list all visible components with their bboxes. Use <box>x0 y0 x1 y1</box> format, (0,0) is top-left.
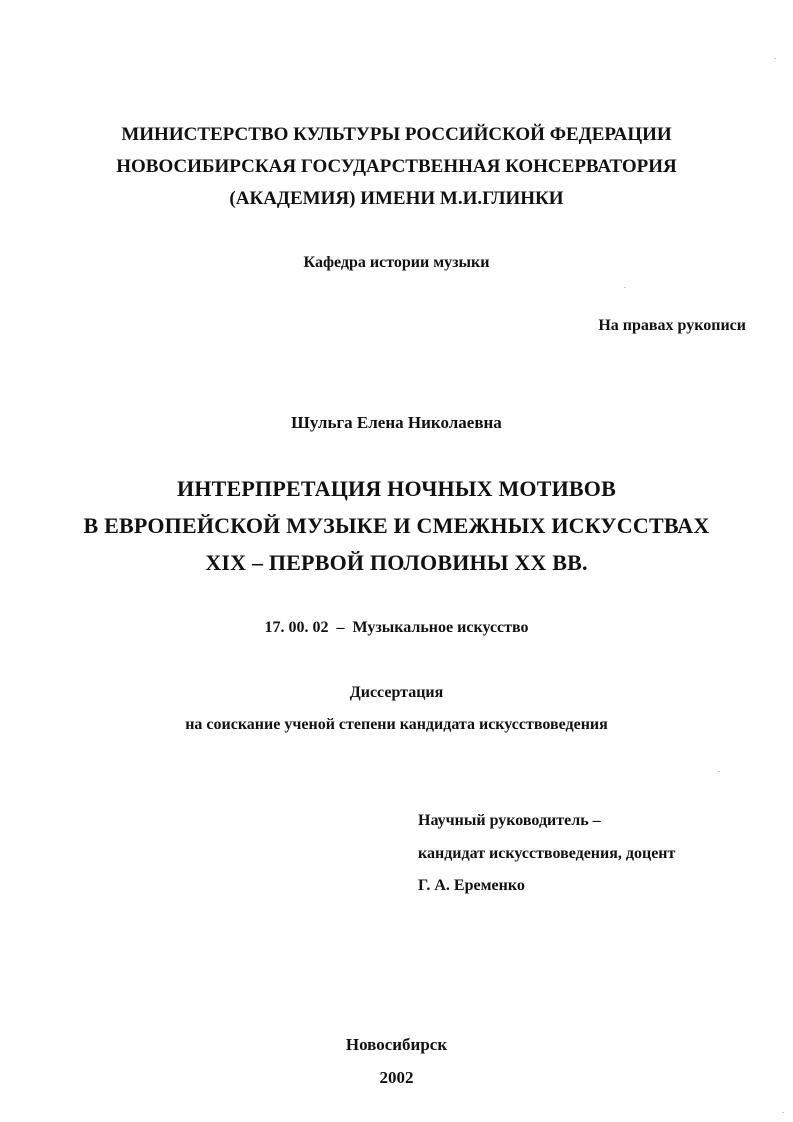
degree-purpose: на соискание ученой степени кандидата искусствоведения <box>185 716 608 733</box>
supervisor-name: Г. А. Еременко <box>418 877 525 894</box>
specialty-line <box>0 620 793 636</box>
specialty-code: 17. 00. 02 <box>264 619 329 636</box>
city: Новосибирск <box>345 1035 448 1054</box>
supervisor-credentials: кандидат искусствоведения, доцент <box>418 845 676 862</box>
year: 2002 <box>379 1068 414 1087</box>
title-line-3: XIX – ПЕРВОЙ ПОЛОВИНЫ XX ВВ. <box>205 550 588 575</box>
author-name: Шульга Елена Николаевна <box>291 413 502 432</box>
manuscript-note: На правах рукописи <box>598 317 746 334</box>
ministry-line: МИНИСТЕРСТВО КУЛЬТУРЫ РОССИЙСКОЙ ФЕДЕРАЦИИ <box>121 124 672 145</box>
conservatory-line: НОВОСИБИРСКАЯ ГОСУДАРСТВЕННАЯ КОНСЕРВАТОРИЯ <box>116 156 677 177</box>
academy-line: (АКАДЕМИЯ) ИМЕНИ М.И.ГЛИНКИ <box>229 188 564 209</box>
scan-speck <box>624 287 626 288</box>
scan-speck <box>774 58 776 59</box>
specialty-separator: – <box>336 619 345 636</box>
scan-speck <box>718 771 720 772</box>
degree-type: Диссертация <box>349 684 444 701</box>
supervisor-label: Научный руководитель – <box>418 812 601 829</box>
specialty-name: Музыкальное искусство <box>352 619 529 636</box>
title-line-1: ИНТЕРПРЕТАЦИЯ НОЧНЫХ МОТИВОВ <box>177 476 616 501</box>
title-line-2: В ЕВРОПЕЙСКОЙ МУЗЫКЕ И СМЕЖНЫХ ИСКУССТВАХ <box>83 513 710 538</box>
department-name: Кафедра истории музыки <box>303 254 490 271</box>
scan-speck <box>782 1112 784 1113</box>
